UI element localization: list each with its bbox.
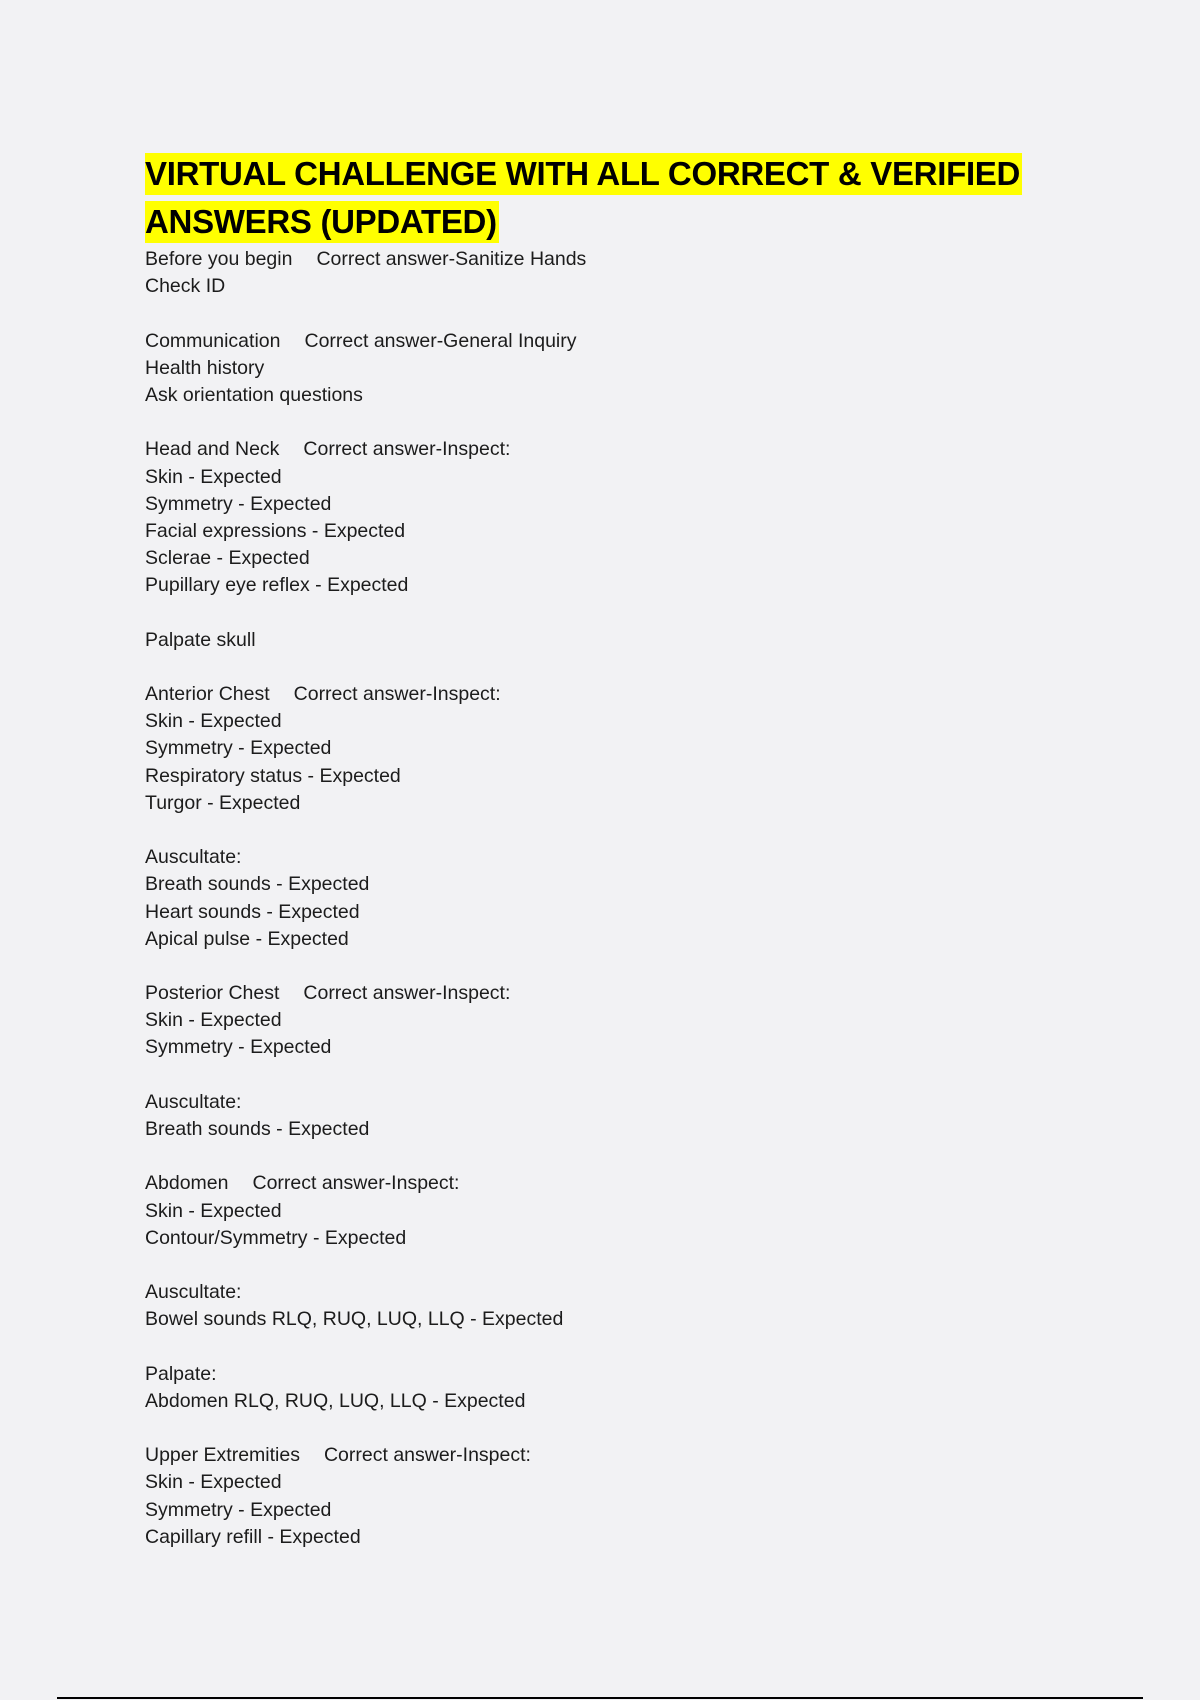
entry-line: Capillary refill - Expected — [145, 1525, 361, 1548]
entry-line: Sclerae - Expected — [145, 547, 310, 570]
entry-line: Palpate: — [145, 1362, 217, 1385]
entry-line: Skin - Expected — [145, 1009, 282, 1032]
entry-line: Breath sounds - Expected — [145, 873, 370, 896]
title-highlight: VIRTUAL CHALLENGE WITH ALL CORRECT & VERIFIED ANSWERS (UPDATED) — [145, 153, 1022, 243]
footer-divider — [57, 1697, 1143, 1699]
entry-line: Symmetry - Expected — [145, 1036, 332, 1059]
entry-line: Auscultate: — [145, 1281, 242, 1304]
entry-heading — [145, 328, 1045, 355]
entry-question: Before you begin — [145, 248, 293, 270]
entry-heading — [145, 1170, 1045, 1197]
entry-heading — [145, 681, 1045, 708]
entry-line: Turgor - Expected — [145, 791, 301, 814]
blank-line — [145, 1334, 1045, 1361]
entry-line: Abdomen RLQ, RUQ, LUQ, LLQ - Expected — [145, 1389, 526, 1412]
blank-line — [145, 1415, 1045, 1442]
entry-line: Facial expressions - Expected — [145, 519, 406, 542]
entry-question: Communication — [145, 329, 281, 352]
entry-answer: Correct answer-Inspect: — [303, 982, 511, 1005]
document-title — [145, 150, 1045, 246]
entry-line: Symmetry - Expected — [145, 492, 332, 515]
entry-line: Check ID — [145, 275, 226, 298]
entry-answer: Correct answer-Sanitize Hands — [316, 248, 587, 270]
entry-line: Pupillary eye reflex - Expected — [145, 574, 409, 597]
entry-line: Skin - Expected — [145, 710, 282, 733]
entry-question: Abdomen — [145, 1172, 229, 1195]
entry-answer: Correct answer-Inspect: — [293, 683, 501, 705]
entry-line: Symmetry - Expected — [145, 737, 332, 760]
entry-line: Skin - Expected — [145, 1199, 282, 1222]
blank-line — [145, 1062, 1045, 1089]
entry-line: Symmetry - Expected — [145, 1498, 332, 1521]
entry-line: Respiratory status - Expected — [145, 764, 401, 787]
entry-heading — [145, 1442, 1045, 1469]
entry-line: Health history — [145, 356, 265, 379]
entry-line: Palpate skull — [145, 628, 256, 651]
entry-line: Apical pulse - Expected — [145, 927, 349, 950]
entry-question: Upper Extremities — [145, 1444, 300, 1467]
blank-line — [145, 1143, 1045, 1170]
document-page — [145, 150, 1045, 1551]
entry-line: Breath sounds - Expected — [145, 1118, 370, 1140]
entry-line: Auscultate: — [145, 1090, 242, 1113]
entry-line: Ask orientation questions — [145, 383, 363, 406]
blank-line — [145, 654, 1045, 681]
entry-heading — [145, 246, 1045, 273]
entry-answer: Correct answer-Inspect: — [252, 1172, 460, 1195]
entry-heading — [145, 436, 1045, 463]
entry-question: Anterior Chest — [145, 683, 270, 705]
blank-line — [145, 409, 1045, 436]
blank-line — [145, 817, 1045, 844]
entry-line: Bowel sounds RLQ, RUQ, LUQ, LLQ - Expected — [145, 1308, 564, 1331]
blank-line — [145, 1252, 1045, 1279]
entry-answer: Correct answer-General Inquiry — [304, 329, 577, 352]
entry-line: Heart sounds - Expected — [145, 900, 360, 923]
entry-line: Contour/Symmetry - Expected — [145, 1226, 407, 1249]
entry-heading — [145, 980, 1045, 1007]
entry-line: Skin - Expected — [145, 465, 282, 488]
entry-answer: Correct answer-Inspect: — [303, 438, 511, 461]
entry-line: Skin - Expected — [145, 1471, 282, 1494]
blank-line — [145, 599, 1045, 626]
entry-line: Auscultate: — [145, 846, 242, 869]
entry-question: Head and Neck — [145, 438, 280, 461]
blank-line — [145, 300, 1045, 327]
entry-question: Posterior Chest — [145, 982, 280, 1005]
entry-answer: Correct answer-Inspect: — [323, 1444, 531, 1467]
blank-line — [145, 953, 1045, 980]
answer-list — [145, 246, 1045, 1551]
